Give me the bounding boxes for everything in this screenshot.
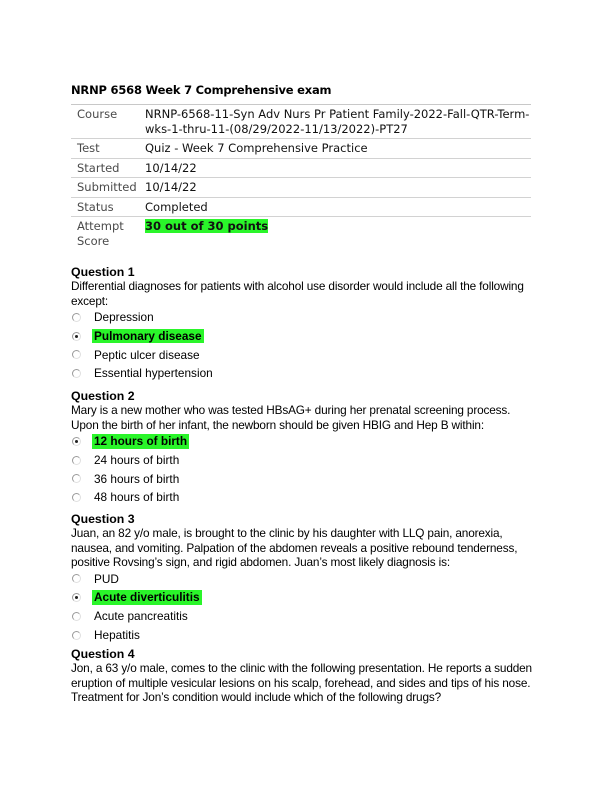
radio-button-selected[interactable]	[72, 332, 81, 341]
answer-options	[71, 570, 541, 645]
radio-button[interactable]	[72, 493, 81, 502]
radio-button[interactable]	[72, 474, 81, 483]
meta-value	[145, 219, 531, 248]
meta-row-submitted	[71, 178, 531, 198]
answer-option-selected[interactable]	[71, 327, 541, 346]
question-1	[71, 265, 541, 383]
radio-button[interactable]	[72, 350, 81, 359]
radio-button-selected[interactable]	[72, 437, 81, 446]
answer-option[interactable]	[71, 488, 541, 507]
answer-option[interactable]	[71, 570, 541, 589]
question-title: Question 2	[71, 389, 135, 403]
answer-options	[71, 308, 541, 383]
question-text: Jon, a 63 y/o male, comes to the clinic with the following presentation. He reports a sudden eruption of multiple vesicular lesions on his scalp, forehead, and sides and tips of his nose. Treatment for Jon’s condition would include which of the following drugs?	[71, 661, 532, 705]
radio-button[interactable]	[72, 631, 81, 640]
option-label: Depression	[94, 310, 154, 325]
answer-option[interactable]	[71, 626, 541, 645]
answer-option[interactable]	[71, 364, 541, 383]
question-3	[71, 512, 541, 644]
meta-row-course	[71, 105, 531, 139]
answer-option[interactable]	[71, 451, 541, 470]
option-label: 24 hours of birth	[94, 453, 180, 468]
meta-label: Started	[77, 160, 120, 175]
meta-value: 10/14/22	[145, 180, 197, 194]
question-text: Mary is a new mother who was tested HBsAG+ during her prenatal screening process. Upon the birth of her infant, the newborn should be given HBIG and Hep B within:	[71, 403, 511, 432]
option-label-correct: Acute diverticulitis	[94, 590, 200, 605]
meta-row-attempt-score	[71, 217, 531, 250]
option-label: PUD	[94, 571, 119, 586]
score-highlight: 30 out of 30 points	[145, 219, 269, 233]
question-text: Juan, an 82 y/o male, is brought to the clinic by his daughter with LLQ pain, anorexia, nausea, and vomiting. Palpation of the abdomen reveals a positive rebound tenderness, positive Rovsing’s sign, and rigid abdomen. Juan’s most likely diagnosis is:	[71, 526, 518, 570]
radio-button[interactable]	[72, 612, 81, 621]
option-label: 36 hours of birth	[94, 471, 180, 486]
answer-option-selected[interactable]	[71, 588, 541, 607]
question-title: Question 3	[71, 512, 135, 526]
answer-option[interactable]	[71, 308, 541, 327]
option-label: Peptic ulcer disease	[94, 347, 200, 362]
answer-option[interactable]	[71, 470, 541, 489]
question-title: Question 4	[71, 647, 135, 661]
radio-button[interactable]	[72, 313, 81, 322]
meta-row-status	[71, 198, 531, 218]
attempt-details-table	[71, 104, 531, 250]
meta-value: Completed	[145, 199, 208, 214]
answer-options	[71, 432, 541, 507]
meta-label: Submitted	[77, 180, 137, 194]
option-label-correct: 12 hours of birth	[94, 434, 188, 449]
radio-button[interactable]	[72, 456, 81, 465]
radio-button[interactable]	[72, 574, 81, 583]
option-label: 48 hours of birth	[94, 490, 180, 505]
meta-label: Attempt Score	[77, 219, 124, 248]
meta-row-started	[71, 159, 531, 179]
question-text: Differential diagnoses for patients with alcohol use disorder would include all the following except:	[71, 279, 524, 308]
meta-value: 10/14/22	[145, 160, 197, 175]
question-2	[71, 389, 541, 507]
meta-row-test	[71, 139, 531, 159]
radio-button[interactable]	[72, 369, 81, 378]
option-label-correct: Pulmonary disease	[94, 329, 202, 344]
question-title: Question 1	[71, 265, 135, 279]
meta-value: Quiz - Week 7 Comprehensive Practice	[145, 141, 368, 155]
radio-button-selected[interactable]	[72, 593, 81, 602]
document-title: NRNP 6568 Week 7 Comprehensive exam	[71, 83, 332, 97]
answer-option[interactable]	[71, 607, 541, 626]
meta-label: Status	[77, 199, 114, 214]
answer-option[interactable]	[71, 346, 541, 365]
option-label: Acute pancreatitis	[94, 609, 188, 624]
meta-label: Course	[77, 107, 118, 121]
option-label: Essential hypertension	[94, 366, 213, 381]
meta-label: Test	[77, 141, 100, 155]
answer-option-selected[interactable]	[71, 432, 541, 451]
meta-value: NRNP-6568-11-Syn Adv Nurs Pr Patient Family-2022-Fall-QTR-Term-wks-1-thru-11-(08/29/2022-11/13/2022)-PT27	[145, 107, 530, 136]
question-4	[71, 647, 541, 705]
option-label: Hepatitis	[94, 627, 140, 642]
